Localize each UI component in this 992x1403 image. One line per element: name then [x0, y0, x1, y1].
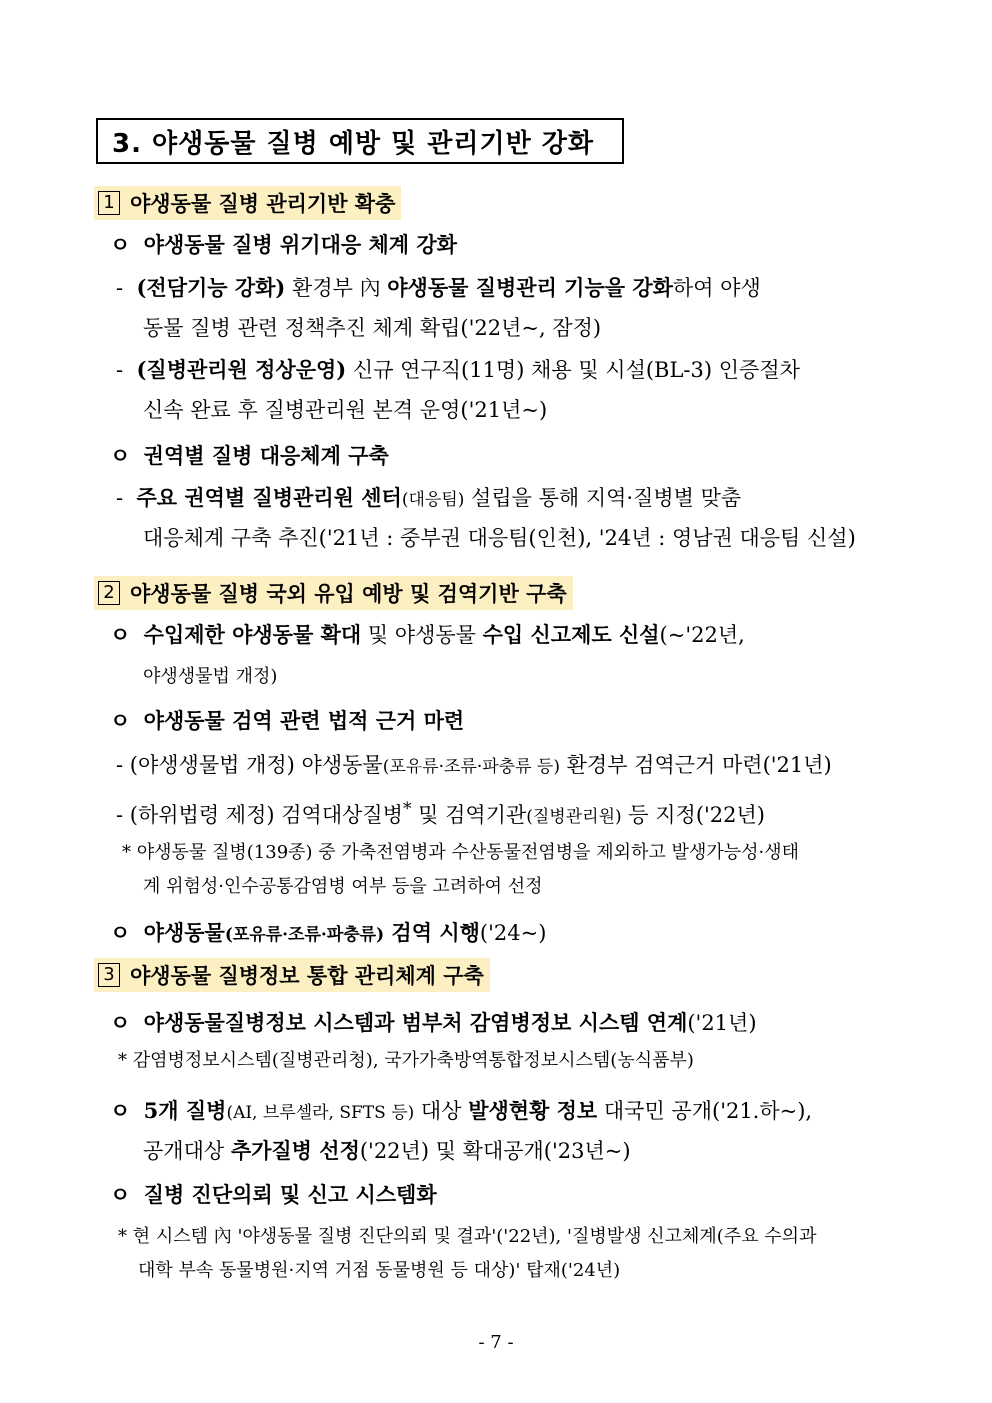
section-3-heading	[94, 960, 490, 990]
section-3-highlight	[94, 958, 490, 992]
dash-bullet-icon: -	[116, 753, 124, 777]
s2-item-1-cont: 야생생물법 개정)	[143, 666, 278, 687]
s1-detail-1: - (전담기능 강화) 환경부 內 야생동물 질병관리 기능을 강화하여 야생	[116, 275, 761, 300]
dash-bullet-icon: -	[116, 486, 124, 510]
section-1-highlight	[94, 186, 401, 220]
s2-item-3: ㅇ 야생동물(포유류·조류·파충류) 검역 시행('24~)	[110, 920, 547, 945]
dash-bullet-icon: -	[116, 358, 124, 382]
s3-item-3: ㅇ 질병 진단의뢰 및 신고 시스템화	[110, 1182, 437, 1207]
s1-detail-3-cont: 대응체계 구축 추진('21년 : 중부권 대응팀(인천), '24년 : 영남권 대응팀 신설)	[143, 526, 856, 550]
section-1-title: 야생동물 질병 관리기반 확충	[130, 192, 396, 216]
circle-bullet-icon: ㅇ	[110, 623, 131, 647]
section-2-number: 2	[98, 581, 120, 605]
section-2-title: 야생동물 질병 국외 유입 예방 및 검역기반 구축	[130, 582, 567, 606]
s3-note-2: * 현 시스템 內 '야생동물 질병 진단의뢰 및 결과'('22년), '질병발생 신고체계(주요 수의과	[118, 1226, 817, 1247]
chapter-title: 3. 야생동물 질병 예방 및 관리기반 강화	[112, 128, 595, 159]
s1-item-1: ㅇ 야생동물 질병 위기대응 체계 강화	[110, 232, 457, 257]
circle-bullet-icon: ㅇ	[110, 1099, 131, 1123]
s2-item-2: ㅇ 야생동물 검역 관련 법적 근거 마련	[110, 708, 465, 733]
s2-item-1: ㅇ 수입제한 야생동물 확대 및 야생동물 수입 신고제도 신설(~'22년,	[110, 622, 745, 647]
s3-item-1: ㅇ 야생동물질병정보 시스템과 범부처 감염병정보 시스템 연계('21년)	[110, 1010, 757, 1035]
star-bullet-icon: *	[122, 842, 131, 863]
star-bullet-icon: *	[118, 1226, 127, 1247]
dash-bullet-icon: -	[116, 276, 124, 300]
s1-detail-1-cont: 동물 질병 관련 정책추진 체계 확립('22년~, 잠정)	[143, 316, 602, 340]
s3-note-1: * 감염병정보시스템(질병관리청), 국가가축방역통합정보시스템(농식품부)	[118, 1050, 694, 1071]
dash-bullet-icon: -	[116, 803, 124, 827]
section-2-highlight	[94, 576, 573, 610]
footnote-star-icon: *	[402, 799, 412, 819]
s2-detail-2: - (하위법령 제정) 검역대상질병* 및 검역기관(질병관리원) 등 지정('22년)	[116, 799, 765, 827]
circle-bullet-icon: ㅇ	[110, 1011, 131, 1035]
chapter-title-box	[96, 118, 624, 164]
s3-item-2-cont: 공개대상 추가질병 선정('22년) 및 확대공개('23년~)	[143, 1138, 631, 1163]
circle-bullet-icon: ㅇ	[110, 709, 131, 733]
section-1-heading	[94, 188, 401, 218]
s2-note-1: * 야생동물 질병(139종) 중 가축전염병과 수산동물전염병을 제외하고 발생가능성·생태	[122, 842, 799, 863]
circle-bullet-icon: ㅇ	[110, 444, 131, 468]
section-2-heading	[94, 578, 573, 608]
s2-detail-1: - (야생생물법 개정) 야생동물(포유류·조류·파충류 등) 환경부 검역근거 마련('21년)	[116, 753, 832, 777]
s1-detail-2-cont: 신속 완료 후 질병관리원 본격 운영('21년~)	[143, 398, 548, 422]
s3-note-2-cont: 대학 부속 동물병원·지역 거점 동물병원 등 대상)' 탑재('24년)	[138, 1260, 621, 1281]
s2-note-1-cont: 계 위험성·인수공통감염병 여부 등을 고려하여 선정	[143, 876, 543, 897]
section-3-title: 야생동물 질병정보 통합 관리체계 구축	[130, 964, 484, 988]
section-3-number: 3	[98, 963, 120, 987]
s1-detail-3: - 주요 권역별 질병관리원 센터(대응팀) 설립을 통해 지역·질병별 맞춤	[116, 485, 742, 510]
star-bullet-icon: *	[118, 1050, 127, 1071]
section-1-number: 1	[98, 191, 120, 215]
s3-item-2: ㅇ 5개 질병(AI, 브루셀라, SFTS 등) 대상 발생현황 정보 대국민 공개('21.하~),	[110, 1098, 813, 1123]
s1-detail-2: - (질병관리원 정상운영) 신규 연구직(11명) 채용 및 시설(BL-3) 인증절차	[116, 357, 800, 382]
circle-bullet-icon: ㅇ	[110, 921, 131, 945]
circle-bullet-icon: ㅇ	[110, 233, 131, 257]
s1-item-2: ㅇ 권역별 질병 대응체계 구축	[110, 443, 389, 468]
page-number: - 7 -	[478, 1332, 514, 1353]
circle-bullet-icon: ㅇ	[110, 1183, 131, 1207]
